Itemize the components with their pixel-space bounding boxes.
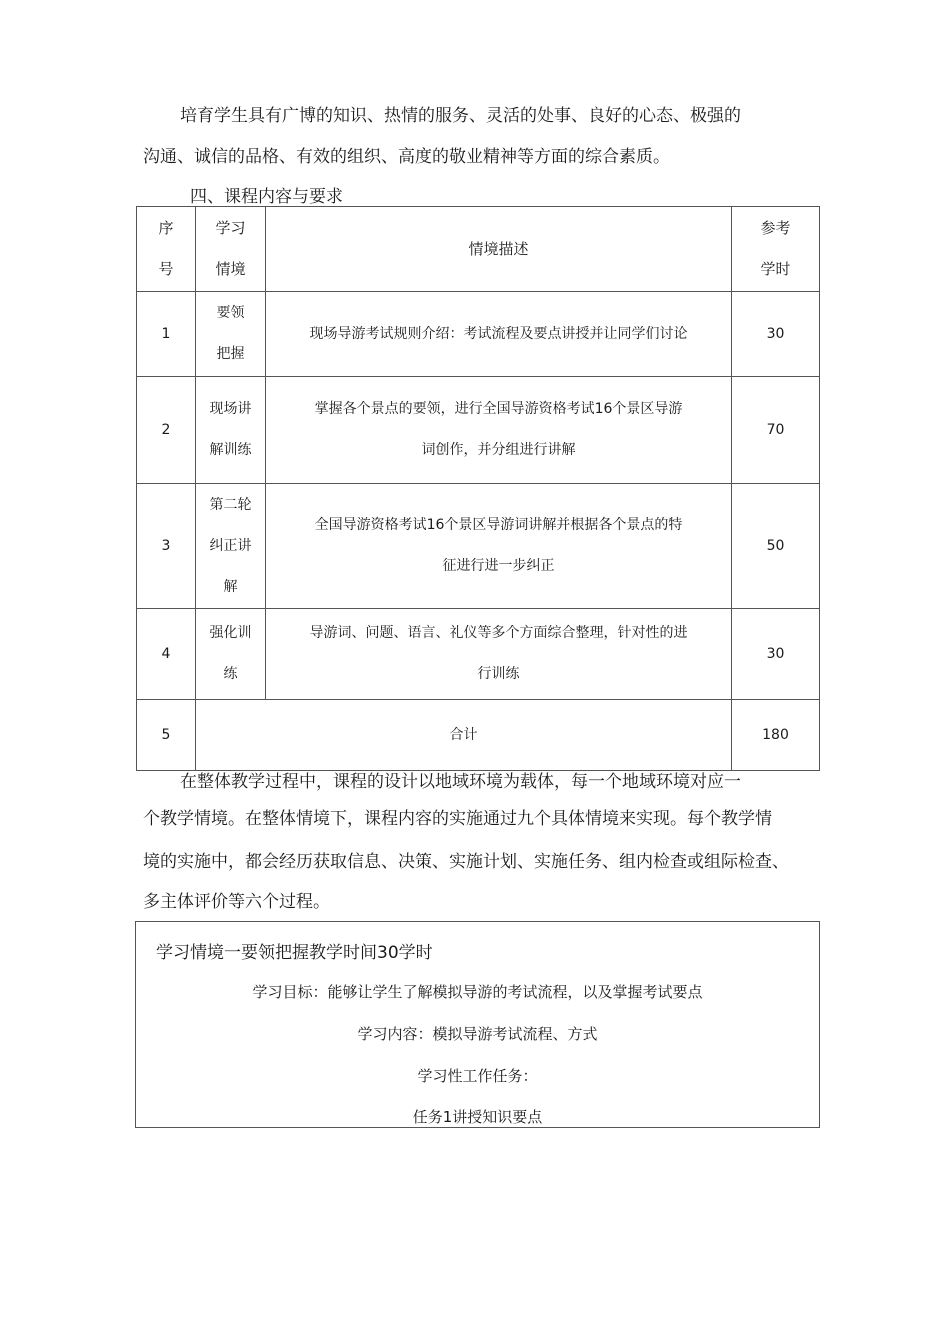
row-description: 全国导游资格考试16个景区导游词讲解并根据各个景点的特 征进行进一步纠正 <box>266 484 732 609</box>
row-description: 导游词、问题、语言、礼仪等多个方面综合整理，针对性的进 行训练 <box>266 609 732 700</box>
row-situation: 第二轮 纠正讲 解 <box>196 484 266 609</box>
row-hours: 70 <box>732 377 820 484</box>
row-hours: 30 <box>732 609 820 700</box>
row-situation: 要领 把握 <box>196 292 266 377</box>
total-label: 合计 <box>196 700 732 771</box>
learning-content: 学习内容：模拟导游考试流程、方式 <box>357 1025 598 1043</box>
row-situation: 现场讲 解训练 <box>196 377 266 484</box>
table-row <box>137 484 820 609</box>
table-header-row <box>137 207 820 292</box>
task-1: 任务1讲授知识要点 <box>412 1108 543 1126</box>
table-row <box>137 377 820 484</box>
header-situation: 学习 情境 <box>196 207 266 292</box>
row-no: 4 <box>137 609 196 700</box>
paragraph1-line2: 沟通、诚信的品格、有效的组织、高度的敬业精神等方面的综合素质。 <box>143 147 670 167</box>
row-no: 3 <box>137 484 196 609</box>
row-situation: 强化训 练 <box>196 609 266 700</box>
total-hours: 180 <box>732 700 820 771</box>
header-hours: 参考 学时 <box>732 207 820 292</box>
header-no: 序 号 <box>137 207 196 292</box>
row-no: 2 <box>137 377 196 484</box>
row-no: 1 <box>137 292 196 377</box>
section-heading: 四、课程内容与要求 <box>190 187 343 207</box>
row-description: 现场导游考试规则介绍：考试流程及要点讲授并让同学们讨论 <box>266 292 732 377</box>
table-total-row <box>137 700 820 771</box>
paragraph2-line2: 个教学情境。在整体情境下，课程内容的实施通过九个具体情境来实现。每个教学情 <box>143 809 772 829</box>
situation-title: 学习情境一要领把握教学时间30学时 <box>156 943 433 963</box>
paragraph2-line3: 境的实施中，都会经历获取信息、决策、实施计划、实施任务、组内检查或组际检查、 <box>143 852 789 872</box>
situation-box <box>135 921 820 1128</box>
paragraph2-line4: 多主体评价等六个过程。 <box>143 892 330 912</box>
total-no: 5 <box>137 700 196 771</box>
course-content-table <box>136 206 820 771</box>
row-description: 掌握各个景点的要领，进行全国导游资格考试16个景区导游 词创作，并分组进行讲解 <box>266 377 732 484</box>
row-hours: 50 <box>732 484 820 609</box>
paragraph1-line1: 培育学生具有广博的知识、热情的服务、灵活的处事、良好的心态、极强的 <box>180 106 741 126</box>
table-row <box>137 609 820 700</box>
row-hours: 30 <box>732 292 820 377</box>
tasks-label: 学习性工作任务： <box>417 1067 538 1085</box>
table-row <box>137 292 820 377</box>
learning-goal: 学习目标：能够让学生了解模拟导游的考试流程，以及掌握考试要点 <box>252 983 703 1001</box>
header-description: 情境描述 <box>266 207 732 292</box>
paragraph2-line1: 在整体教学过程中，课程的设计以地域环境为载体，每一个地域环境对应一 <box>180 772 741 792</box>
